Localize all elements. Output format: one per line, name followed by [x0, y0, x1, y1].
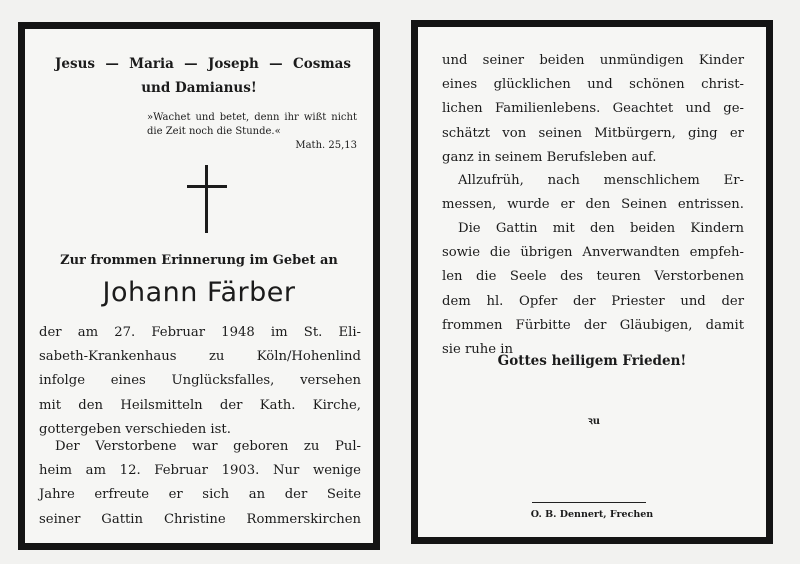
text-line: schätzt von seinen Mitbürgern, ging er [442, 125, 744, 141]
text-line: sabeth-Krankenhaus zu Köln/Hohenlind [39, 349, 361, 365]
text-line: sowie die übrigen Anverwandten empfeh- [442, 245, 744, 261]
text-line: frommen Fürbitte der Gläubigen, damit [442, 317, 744, 333]
motto-word: Jesus [55, 56, 95, 72]
text-line: und seiner beiden unmündigen Kinder [442, 53, 744, 68]
text-line: eines glücklichen und schönen christ- [442, 77, 744, 93]
text-line: Die Gattin mit den beiden Kindern [458, 221, 744, 236]
text-line: len die Seele des teuren Verstorbenen [442, 269, 744, 285]
quote-text: »Wachet und betet, denn ihr wißt nicht die Zeit noch die Stunde.« [147, 112, 357, 137]
divider [532, 502, 646, 503]
text-line: gottergeben verschieden ist. [39, 421, 231, 437]
memorial-card-left-page [18, 22, 380, 550]
motto-word: Maria [129, 56, 174, 72]
motto-dash: — [105, 56, 119, 72]
motto-line-1 [25, 52, 373, 76]
memory-heading: Zur frommen Erinnerung im Gebet an [60, 253, 338, 268]
deceased-name: Johann Färber [102, 277, 296, 308]
text-line: der am 27. Februar 1948 im St. Eli- [39, 325, 361, 340]
motto-dash: — [269, 56, 283, 72]
closing-line: Gottes heiligem Frieden! [497, 353, 687, 369]
text-line: Jahre erfreute er sich an der Seite [39, 487, 361, 503]
motto-dash: — [184, 56, 198, 72]
death-paragraph [39, 321, 361, 442]
prayer-paragraph [442, 217, 744, 362]
motto [25, 52, 373, 100]
memorial-card-right-page [411, 20, 773, 544]
text-line: lichen Familienlebens. Geachtet und ge- [442, 101, 744, 117]
text-line: Der Verstorbene war geboren zu Pul- [55, 439, 361, 454]
text-line: Allzufrüh, nach menschlichem Er- [458, 173, 744, 188]
family-paragraph [442, 49, 744, 170]
cross-icon [187, 165, 227, 233]
text-line: dem hl. Opfer der Priester und der [442, 293, 744, 309]
text-line: sie ruhe in [442, 342, 513, 358]
text-line: heim am 12. Februar 1903. Nur wenige [39, 463, 361, 479]
printer-credit: O. B. Dennert, Frechen [530, 509, 654, 520]
motto-line-2: und Damianus! [141, 80, 257, 96]
text-line: infolge eines Unglücksfalles, versehen [39, 373, 361, 389]
birth-paragraph [39, 435, 361, 532]
motto-word: Cosmas [293, 56, 351, 72]
early-death-paragraph [442, 169, 744, 217]
bible-quote [147, 111, 357, 153]
text-line: messen, wurde er den Seinen entrissen. [442, 197, 744, 213]
text-line: ganz in seinem Berufsleben auf. [442, 149, 657, 165]
text-line: mit den Heilsmitteln der Kath. Kirche, [39, 397, 361, 413]
quote-reference: Math. 25,13 [295, 140, 357, 151]
ornament-icon: ꝛu [588, 416, 601, 427]
motto-word: Joseph [208, 56, 259, 72]
text-line: seiner Gattin Christine Rommerskirchen [39, 511, 361, 527]
